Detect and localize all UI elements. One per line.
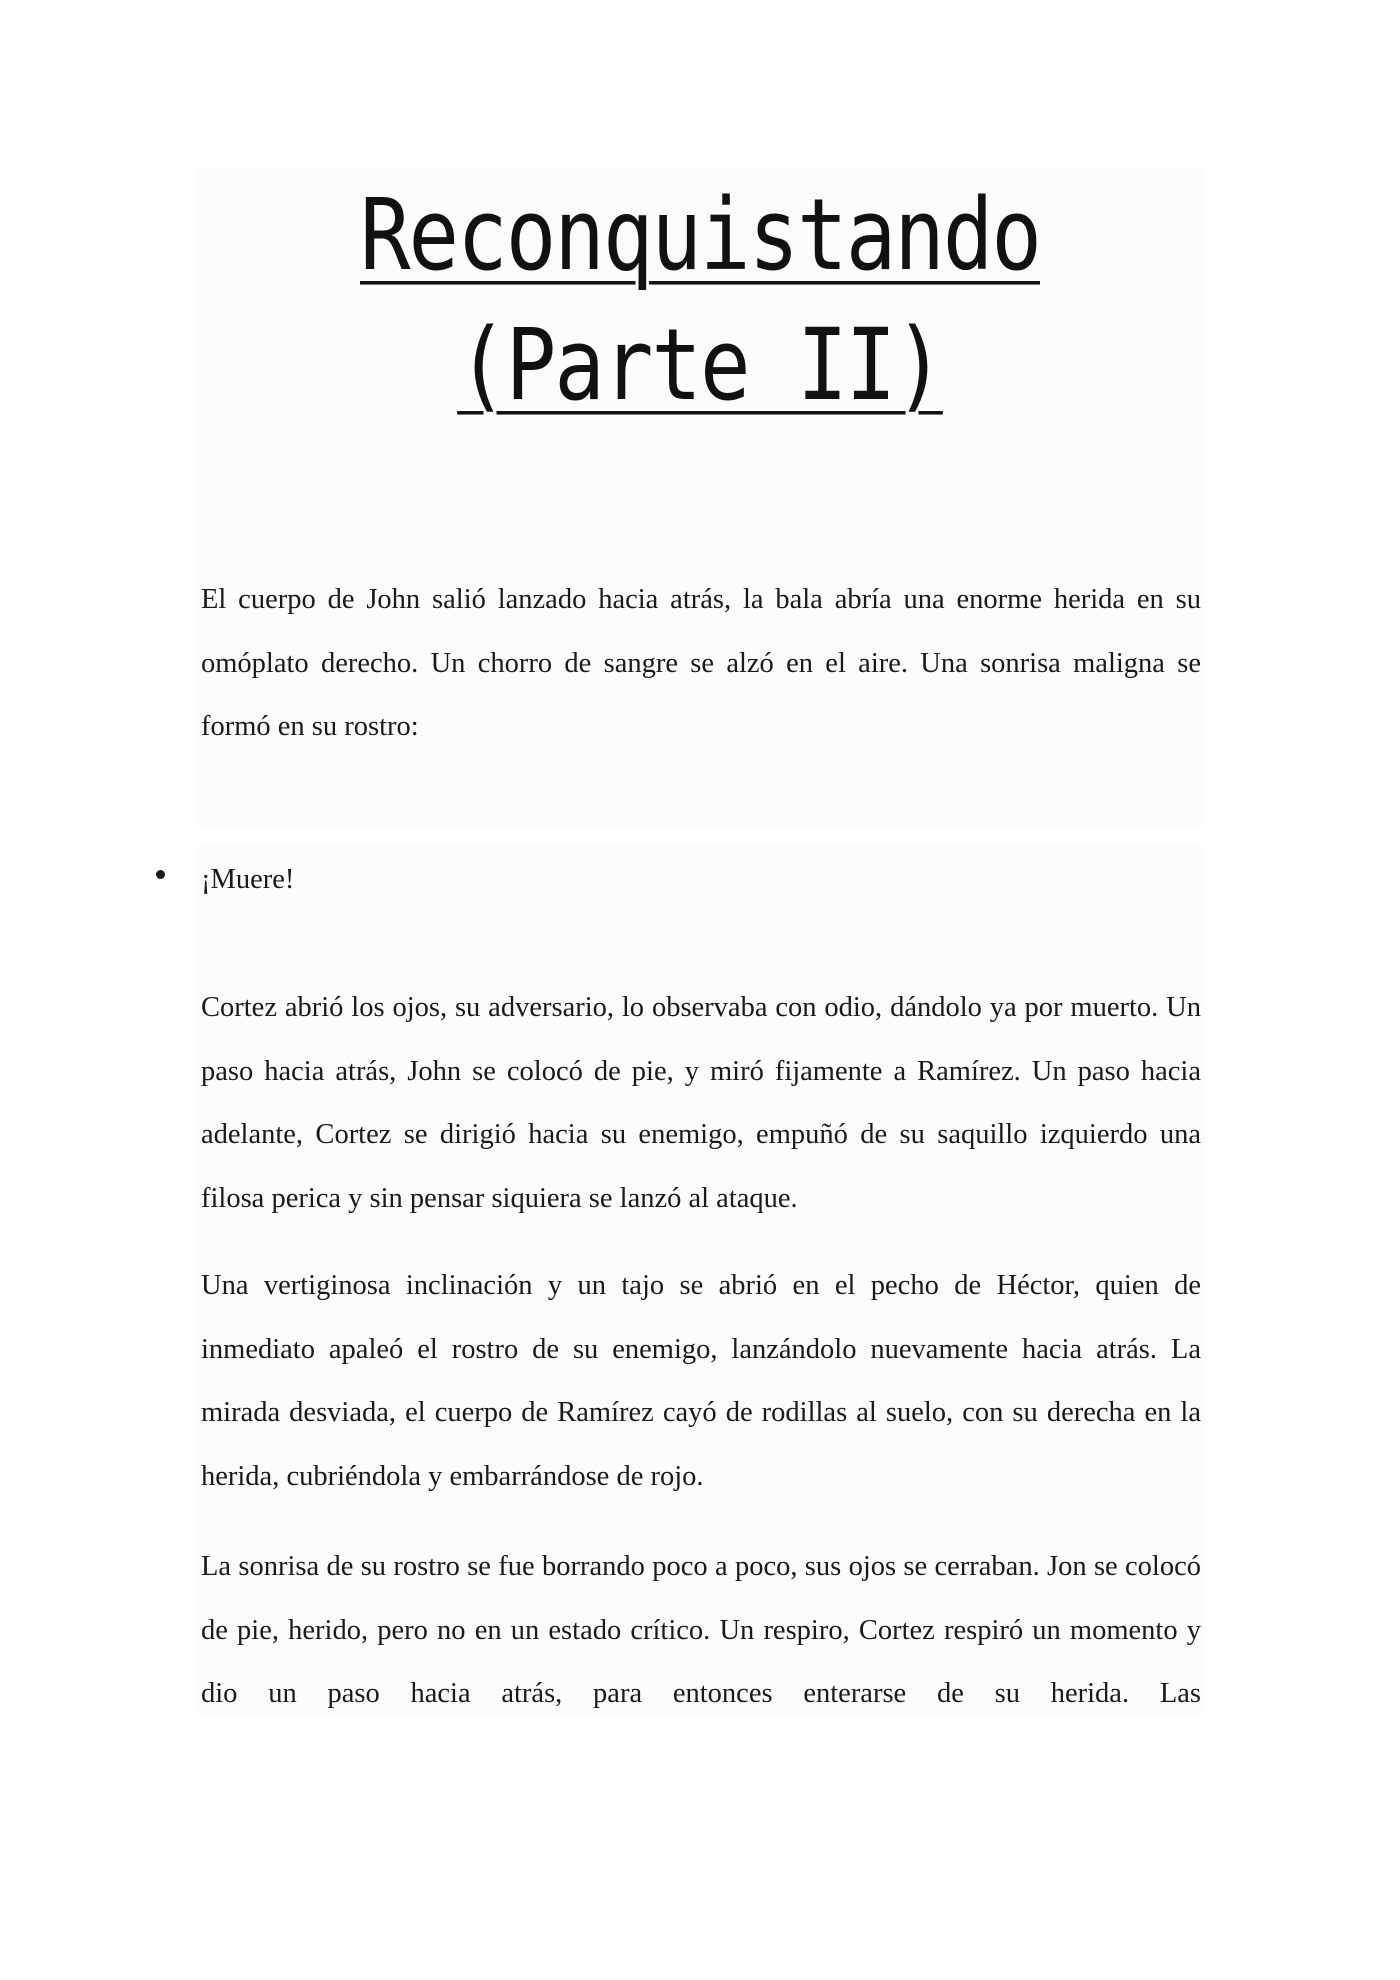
page-title-line-2: (Parte II) [457,307,943,423]
title-block [195,168,1205,568]
paragraph-3: Una vertiginosa inclinación y un tajo se abrió en el pecho de Héctor, quien de inmediato apaleó el rostro de su enemigo, lanzándolo nuevamente hacia atrás. La mirada desviada, el cuerpo de Ramírez cayó de rodillas al suelo, con su derecha en la herida, cubriéndola y embarrándose de rojo. [201,1270,1201,1492]
paragraph-group [195,976,1205,1716]
paragraph-2: Cortez abrió los ojos, su adversario, lo observaba con odio, dándolo ya por muerto. Un paso hacia atrás, John se colocó de pie, y miró fijamente a Ramírez. Un paso hacia adelante, Cortez se dirigió hacia su enemigo, empuñó de su saquillo izquierdo una filosa perica y sin pensar siquiera se lanzó al ataque. [201,992,1201,1214]
paragraph-4: La sonrisa de su rostro se fue borrando poco a poco, sus ojos se cerraban. Jon se colocó de pie, herido, pero no en un estado crítico. Un respiro, Cortez respiró un momento y dio un paso hacia atrás, para entonces enterarse de su herida. Las [201,1551,1201,1709]
paragraph-1: El cuerpo de John salió lanzado hacia atrás, la bala abría una enorme herida en su omóplato derecho. Un chorro de sangre se alzó en el aire. Una sonrisa maligna se formó en su rostro: [201,584,1201,742]
paragraph-block-1 [195,560,1205,830]
page-title-line-1: Reconquistando [359,177,1040,293]
bullet-item: ¡Muere! [201,864,295,895]
bullet-icon [156,870,165,879]
